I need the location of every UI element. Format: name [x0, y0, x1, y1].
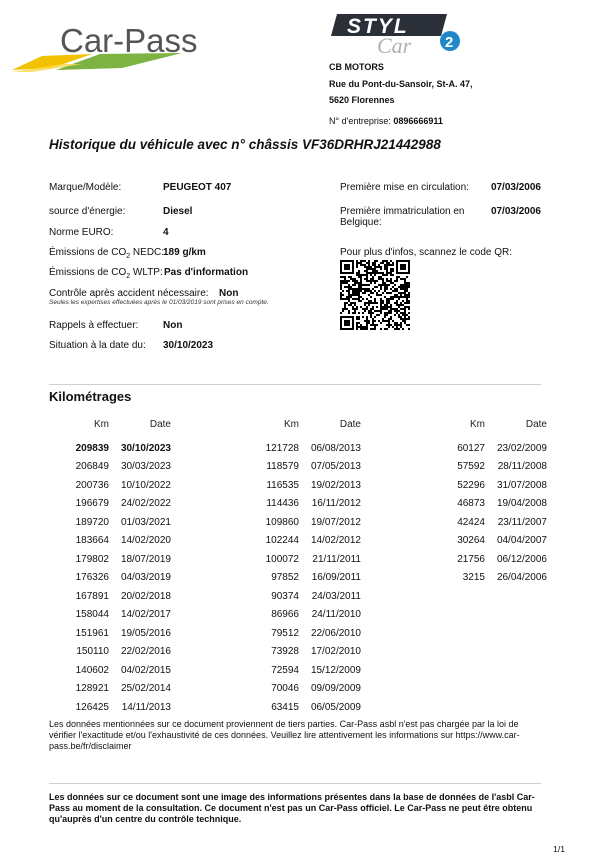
mileage-row [43, 624, 171, 643]
mileage-km: 97852 [271, 572, 299, 584]
mileage-date: 14/02/2017 [120, 609, 171, 621]
mileage-row [43, 458, 171, 477]
wltp-label: Émissions de $CO_2$ WLTP: [49, 267, 163, 280]
mileage-row [419, 532, 547, 551]
accident-note: Seules les expertises effectuées après le 01/03/2019 sont prises en compte. [49, 299, 269, 306]
mileage-row [43, 550, 171, 569]
svg-text:2: 2 [445, 34, 454, 51]
km-header: Km [470, 419, 485, 430]
mileage-date: 30/03/2023 [120, 461, 171, 473]
mileage-km: 46873 [457, 498, 485, 510]
mileage-km: 102244 [265, 535, 299, 547]
mileage-date: 06/05/2009 [310, 701, 361, 713]
accident-label: Contrôle après accident nécessaire: [49, 288, 209, 299]
mileage-km: 158044 [75, 609, 109, 621]
mileage-date: 19/07/2012 [310, 516, 361, 528]
page-number: 1/1 [553, 844, 565, 854]
mileage-km: 121728 [265, 442, 299, 454]
mileage-km: 206849 [75, 461, 109, 473]
dealer-name: CB MOTORS [329, 62, 384, 72]
mileage-row [43, 532, 171, 551]
mileage-row [43, 698, 171, 717]
mileage-date: 23/11/2007 [497, 516, 547, 528]
mileage-date: 20/02/2018 [120, 590, 171, 602]
mileage-km: 109860 [265, 516, 299, 528]
mileage-date: 24/11/2010 [311, 609, 361, 621]
mileage-km: 196679 [75, 498, 109, 510]
mileage-row [233, 458, 361, 477]
mileage-date: 15/12/2009 [310, 664, 361, 676]
mileage-km: 30264 [457, 535, 485, 547]
mileage-date: 10/10/2022 [120, 479, 171, 491]
mileage-date: 22/06/2010 [310, 627, 361, 639]
mileage-km: 118579 [266, 461, 299, 473]
mileage-km: 209839 [75, 442, 109, 454]
mileage-km: 3215 [462, 572, 485, 584]
mileage-column-3 [419, 419, 547, 587]
km-header: Km [284, 419, 299, 430]
energy-value: Diesel [163, 206, 193, 217]
final-note: Les données sur ce document sont une image des informations présentes dans la base de données de l'asbl Car-Pass au moment de la consultation. Ce document n'est pas un Car-Pass officiel. Le Car-Pass ne peut être obtenu qu'auprès d'un centre du contrôle technique. [49, 792, 535, 824]
mileage-date: 30/10/2023 [120, 442, 171, 454]
situation-value: 30/10/2023 [163, 340, 214, 351]
mileage-date: 19/04/2008 [496, 498, 547, 510]
mileage-km: 189720 [75, 516, 109, 528]
mileage-km: 100072 [265, 553, 299, 565]
mileage-row [233, 569, 361, 588]
mileage-date: 14/02/2012 [310, 535, 361, 547]
brand-label: Marque/Modèle: [49, 182, 122, 193]
car-pass-logo-text: Car-Pass [60, 22, 198, 59]
mileage-row [43, 587, 171, 606]
mileage-header [43, 419, 171, 439]
mileage-row [233, 680, 361, 699]
mileage-km: 116535 [266, 479, 299, 491]
mileage-km: 179802 [75, 553, 109, 565]
mileage-km: 90374 [271, 590, 299, 602]
mileage-date: 19/02/2013 [310, 479, 361, 491]
mileage-km: 151961 [75, 627, 109, 639]
mileage-date: 31/07/2008 [496, 479, 547, 491]
mileage-km: 72594 [271, 664, 299, 676]
mileage-km: 73928 [271, 646, 299, 658]
mileage-row [43, 513, 171, 532]
mileage-row [233, 550, 361, 569]
mileage-row [43, 476, 171, 495]
page-title: Historique du véhicule avec n° châssis VF36DRHRJ21442988 [49, 137, 441, 152]
mileage-row [419, 569, 547, 588]
mileage-column-2 [233, 419, 361, 717]
euro-label: Norme EURO: [49, 227, 114, 238]
energy-label: source d'énergie: [49, 206, 126, 217]
mileage-km: 52296 [457, 479, 485, 491]
mileage-row [419, 476, 547, 495]
nedc-label: Émissions de $CO_2$ NEDC: [49, 247, 165, 260]
dealer-vat [329, 116, 443, 126]
disclaimer-text: Les données mentionnées sur ce document proviennent de tiers parties. Car-Pass asbl n'est pas chargée par la loi de vérifier l'exactitude et/ou l'exhaustivité de ces données. Veuillez lire attentivement les informations sur https://www.car-pass.be/fr/disclaimer [49, 719, 520, 751]
divider [49, 384, 541, 385]
mileage-header [233, 419, 361, 439]
recalls-label: Rappels à effectuer: [49, 320, 139, 331]
mileage-date: 24/02/2022 [120, 498, 171, 510]
mileage-row [233, 698, 361, 717]
svg-text:Car: Car [377, 33, 412, 56]
mileage-date: 06/08/2013 [310, 442, 361, 454]
mileage-row [43, 439, 171, 458]
mileage-row [419, 458, 547, 477]
mileage-row [419, 439, 547, 458]
mileage-row [419, 513, 547, 532]
mileage-km: 57592 [457, 461, 485, 473]
mileage-row [233, 661, 361, 680]
mileage-row [233, 532, 361, 551]
mileage-date: 04/04/2007 [496, 535, 547, 547]
mileage-date: 14/11/2013 [121, 701, 171, 713]
mileage-date: 21/11/2011 [312, 553, 361, 565]
mileage-date: 23/02/2009 [496, 442, 547, 454]
qr-code-icon[interactable] [340, 260, 410, 330]
mileage-date: 01/03/2021 [120, 516, 171, 528]
dealer-vat-label: N° d'entreprise: [329, 116, 391, 126]
mileage-km: 114436 [266, 498, 299, 510]
mileage-km: 150110 [76, 646, 109, 658]
mileage-km: 126425 [75, 701, 109, 713]
mileage-km: 86966 [271, 609, 299, 621]
mileage-row [233, 643, 361, 662]
mileage-km: 200736 [75, 479, 109, 491]
mileage-row [233, 587, 361, 606]
mileage-date: 04/03/2019 [120, 572, 171, 584]
mileage-row [43, 661, 171, 680]
mileage-row [43, 569, 171, 588]
date-header: Date [339, 419, 361, 430]
mileage-date: 17/02/2010 [310, 646, 361, 658]
euro-value: 4 [163, 227, 169, 238]
mileage-km: 140602 [75, 664, 109, 676]
mileage-date: 04/02/2015 [120, 664, 171, 676]
mileage-km: 60127 [457, 442, 485, 454]
mileage-km: 176326 [75, 572, 109, 584]
km-header: Km [94, 419, 109, 430]
mileage-km: 21756 [457, 553, 485, 565]
first-be-registration-label: Première immatriculation en Belgique: [340, 206, 465, 228]
first-registration-value: 07/03/2006 [490, 182, 541, 193]
mileage-date: 16/11/2012 [311, 498, 361, 510]
mileage-row [43, 495, 171, 514]
mileage-date: 16/09/2011 [311, 572, 361, 584]
mileage-date: 14/02/2020 [120, 535, 171, 547]
mileage-row [233, 513, 361, 532]
mileage-date: 06/12/2006 [496, 553, 547, 565]
mileage-row [419, 550, 547, 569]
date-header: Date [149, 419, 171, 430]
mileage-km: 70046 [271, 683, 299, 695]
mileage-row [233, 439, 361, 458]
mileage-date: 19/05/2016 [120, 627, 171, 639]
mileage-date: 18/07/2019 [120, 553, 171, 565]
date-header: Date [525, 419, 547, 430]
mileage-row [233, 476, 361, 495]
dealer-logo [329, 10, 469, 56]
situation-label: Situation à la date du: [49, 340, 146, 351]
wltp-value: Pas d'information [164, 267, 249, 278]
mileage-date: 28/11/2008 [497, 461, 547, 473]
dealer-street: Rue du Pont-du-Sansoir, St-A. 47, [329, 79, 473, 89]
svg-text:STYL: STYL [347, 15, 409, 38]
mileage-km: 167891 [75, 590, 109, 602]
mileage-date: 22/02/2016 [120, 646, 171, 658]
mileage-date: 24/03/2011 [311, 590, 361, 602]
divider [49, 783, 541, 784]
dealer-city: 5620 Florennes [329, 95, 395, 105]
mileage-row [43, 643, 171, 662]
mileage-row [233, 624, 361, 643]
mileage-header [419, 419, 547, 439]
accident-value: Non [219, 288, 239, 299]
mileage-km: 183664 [75, 535, 109, 547]
mileage-row [43, 606, 171, 625]
brand-value: PEUGEOT 407 [163, 182, 232, 193]
nedc-value: 189 g/km [163, 247, 206, 258]
mileage-km: 42424 [457, 516, 485, 528]
mileage-column-1 [43, 419, 171, 717]
recalls-value: Non [163, 320, 183, 331]
mileage-date: 09/09/2009 [310, 683, 361, 695]
mileage-date: 07/05/2013 [310, 461, 361, 473]
dealer-vat-value: 0896666911 [393, 116, 443, 126]
mileage-date: 25/02/2014 [120, 683, 171, 695]
mileage-row [233, 606, 361, 625]
first-be-registration-value: 07/03/2006 [490, 206, 541, 217]
qr-label: Pour plus d'infos, scannez le code QR: [340, 247, 513, 258]
mileage-date: 26/04/2006 [496, 572, 547, 584]
mileage-title: Kilométrages [49, 389, 132, 404]
mileage-row [233, 495, 361, 514]
mileage-km: 128921 [75, 683, 109, 695]
mileage-row [419, 495, 547, 514]
mileage-km: 79512 [271, 627, 299, 639]
mileage-row [43, 680, 171, 699]
first-registration-label: Première mise en circulation: [340, 182, 469, 193]
mileage-km: 63415 [271, 701, 299, 713]
